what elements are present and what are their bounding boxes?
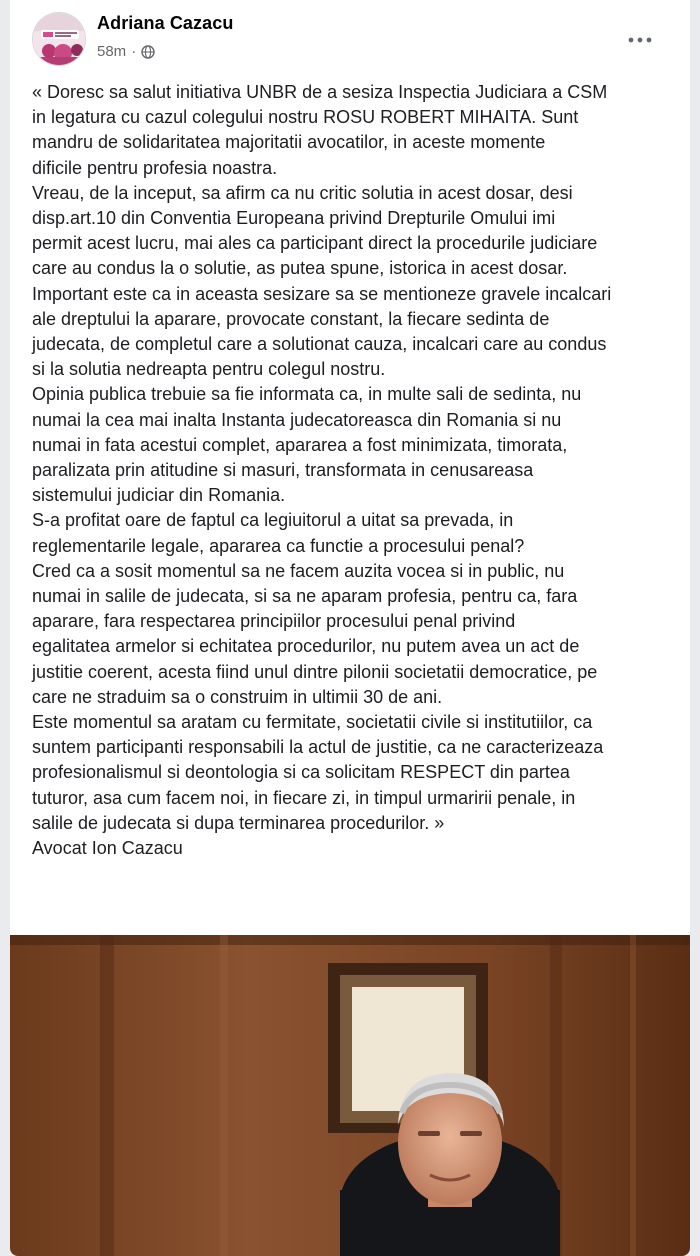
facebook-post (10, 0, 690, 1256)
portrait-image (10, 935, 690, 1256)
post-text-line: Opinia publica trebuie sa fie informata ca, in multe sali de sedinta, nu (32, 384, 582, 405)
post-text-line: disp.art.10 din Conventia Europeana privind Drepturile Omului imi (32, 208, 556, 229)
post-text-line: mandru de solidaritatea majoritatii avocatilor, in aceste momente (32, 132, 546, 153)
post-text-line: sistemului judiciar din Romania. (32, 485, 286, 506)
post-text-line: permit acest lucru, mai ales ca participant direct la procedurile judiciare (32, 233, 598, 254)
post-text-line: suntem participanti responsabili la actul de justitie, ca ne caracterizeaza (32, 737, 604, 758)
avatar-image (33, 13, 86, 66)
post-text-line: salile de judecata si dupa terminarea procedurilor. » (32, 812, 445, 833)
post-text-line: profesionalismul si deontologia si ca solicitam RESPECT din partea (32, 762, 570, 783)
post-text-line: aparare, fara respectarea principiilor procesului penal privind (32, 611, 516, 632)
post-text-line: ale dreptului la aparare, provocate constant, la fiecare sedinta de (32, 308, 550, 329)
post-photo[interactable] (10, 935, 690, 1256)
post-header (10, 0, 690, 76)
post-text-line: Vreau, de la inceput, sa afirm ca nu critic solutia in acest dosar, desi (32, 182, 573, 203)
post-text-line: care ne straduim sa o construim in ultimii 30 de ani. (32, 686, 443, 707)
post-text-line: numai in fata acestui complet, apararea a fost minimizata, timorata, (32, 434, 568, 455)
post-text-line: justitie coerent, acesta fiind unul dintre pilonii societatii democratice, pe (32, 661, 598, 682)
post-text-line: numai in salile de judecata, si sa ne aparam profesia, pentru ca, fara (32, 586, 578, 607)
avatar[interactable] (32, 12, 86, 66)
post-text-line: numai la cea mai inalta Instanta judecatoreasca din Romania si nu (32, 409, 562, 430)
post-meta (97, 43, 155, 60)
post-text-line: Cred ca a sosit momentul sa ne facem auzita vocea si in public, nu (32, 560, 565, 581)
post-text-line: tuturor, asa cum facem noi, in fiecare zi, in timpul urmaririi penale, in (32, 787, 576, 808)
post-text-line: paralizata prin atitudine si masuri, transformata in cenusareasa (32, 460, 534, 481)
post-text-line: « Doresc sa salut initiativa UNBR de a sesiza Inspectia Judiciara a CSM (32, 82, 608, 102)
meta-separator: · (131, 43, 137, 60)
post-text-line: in legatura cu cazul colegului nostru ROSU ROBERT MIHAITA. Sunt (32, 107, 579, 128)
post-text-line: Avocat Ion Cazacu (32, 838, 183, 859)
post-text-line: Este momentul sa aratam cu fermitate, societatii civile si institutiilor, ca (32, 712, 593, 733)
post-text-line: care au condus la o solutie, as putea spune, istorica in acest dosar. (32, 258, 568, 279)
post-time[interactable]: 58m (97, 43, 127, 60)
more-options-icon (628, 37, 652, 43)
more-options-button[interactable] (622, 22, 658, 58)
post-text-line: judecata, de completul care a solutionat cauza, incalcari care au condus (32, 334, 607, 355)
post-text-line: S-a profitat oare de faptul ca legiuitorul a uitat sa prevada, in (32, 510, 514, 531)
globe-icon[interactable] (141, 45, 155, 59)
post-text-line: si la solutia nedreapta pentru colegul nostru. (32, 359, 386, 380)
post-text (32, 80, 680, 861)
post-text-line: egalitatea armelor si echitatea procedurilor, nu putem avea un act de (32, 636, 580, 657)
post-text-line: reglementarile legale, apararea ca functie a procesului penal? (32, 535, 525, 556)
author-name[interactable]: Adriana Cazacu (97, 13, 234, 33)
post-text-line: Important este ca in aceasta sesizare sa se mentioneze gravele incalcari (32, 283, 612, 304)
post-text-line: dificile pentru profesia noastra. (32, 157, 278, 178)
